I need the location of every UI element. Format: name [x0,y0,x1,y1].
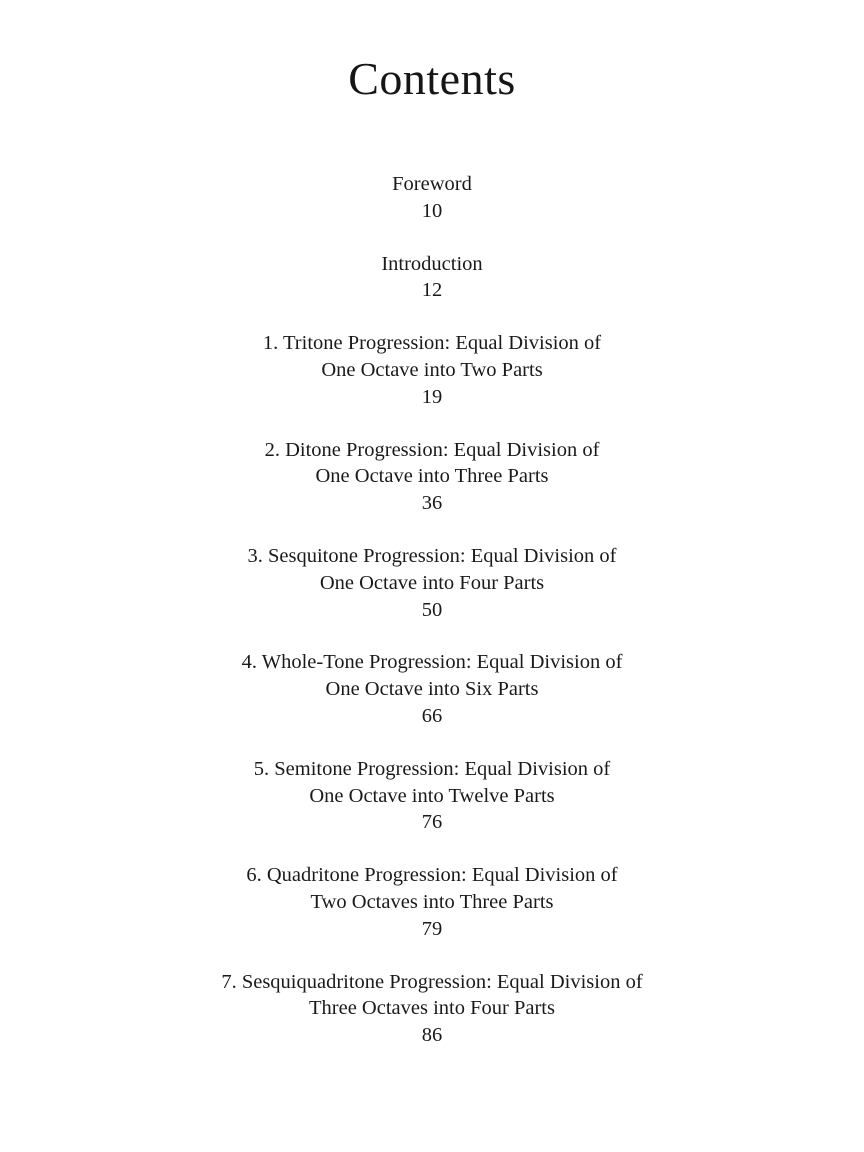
toc-entry-title-line-2: One Octave into Three Parts [315,465,549,488]
toc-entry-page-number: 10 [421,199,443,222]
toc-entry-title-line-1: 2. Ditone Progression: Equal Division of [264,438,600,461]
toc-entry[interactable] [0,543,864,623]
toc-entry-title-line-1: Foreword [392,173,472,195]
toc-entry-page-number: 66 [421,704,443,727]
toc-entry-page-number: 12 [421,279,443,302]
toc-entry-page-number: 76 [421,811,443,834]
toc-entry-title-line-1: 4. Whole-Tone Progression: Equal Division of [241,651,623,674]
toc-entry-title-line-2: Three Octaves into Four Parts [309,997,555,1020]
page-title: Contents [348,53,516,104]
toc-entry-title-line-2: Two Octaves into Three Parts [310,890,554,913]
toc-entry[interactable] [0,756,864,836]
toc-entry-title-line-2: One Octave into Two Parts [321,358,543,381]
toc-entry-page-number: 79 [421,917,443,940]
table-of-contents-list [0,171,864,1049]
toc-entry-title-line-1: 7. Sesquiquadritone Progression: Equal Division of [221,970,643,993]
toc-entry[interactable] [0,330,864,410]
toc-entry-title-line-1: Introduction [381,252,483,275]
toc-entry[interactable] [0,171,864,225]
toc-entry-title-line-2: One Octave into Four Parts [319,571,545,594]
toc-entry[interactable] [0,862,864,942]
toc-entry-title-line-1: 1. Tritone Progression: Equal Division of [262,332,602,355]
toc-entry[interactable] [0,969,864,1049]
toc-entry[interactable] [0,251,864,305]
toc-entry-title-line-2: One Octave into Twelve Parts [309,784,555,807]
toc-entry-title-line-2: One Octave into Six Parts [325,678,539,701]
toc-entry-page-number: 86 [421,1024,443,1047]
toc-entry-page-number: 50 [421,598,443,621]
toc-entry-title-line-1: 6. Quadritone Progression: Equal Division of [246,864,618,887]
toc-entry-title-line-1: 3. Sesquitone Progression: Equal Division of [247,544,617,567]
toc-entry-page-number: 36 [421,492,443,515]
toc-entry[interactable] [0,649,864,729]
toc-entry-title-line-1: 5. Semitone Progression: Equal Division of [253,757,611,780]
toc-entry-page-number: 19 [421,385,443,408]
toc-entry[interactable] [0,437,864,517]
